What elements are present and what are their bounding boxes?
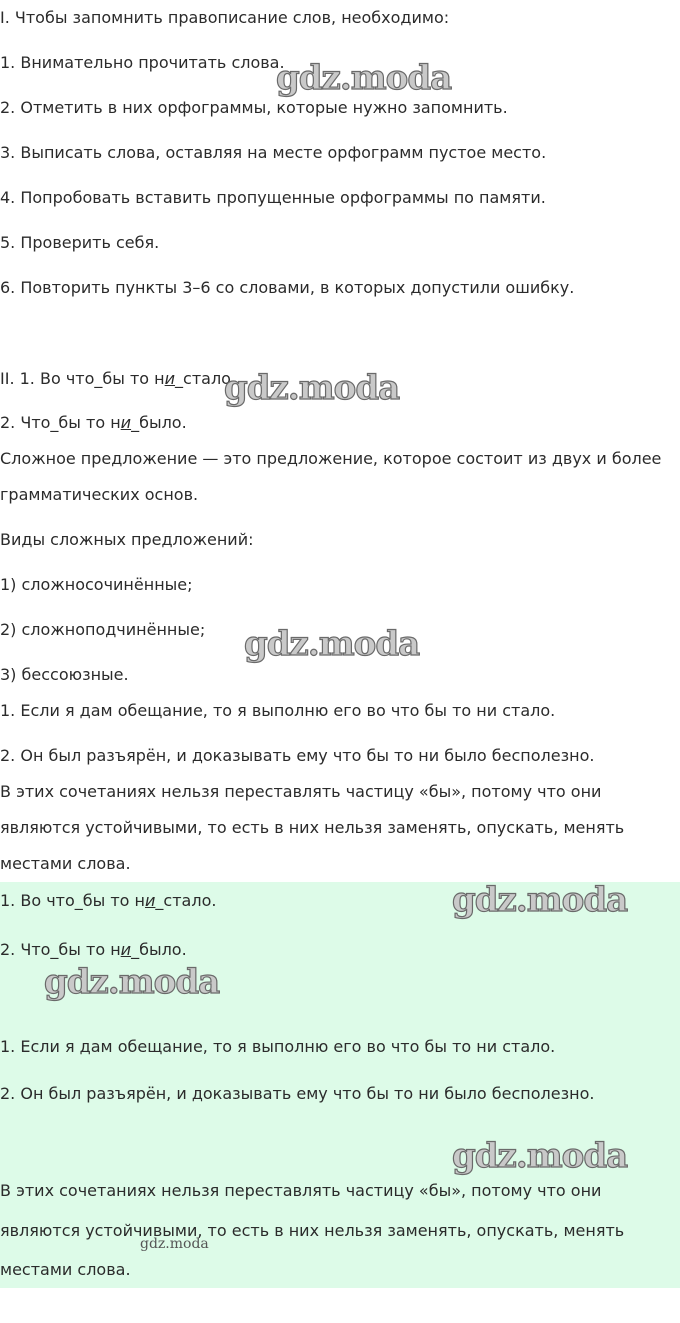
watermark: gdz.moda (452, 1136, 628, 1176)
types-title: Виды сложных предложений: (0, 530, 254, 549)
watermark: gdz.moda (44, 962, 220, 1002)
explanation-line-2: являются устойчивыми, то есть в них нельзя заменять, опускать, менять (0, 818, 625, 837)
part2-example-2: 2. Что_бы то ни_было. (0, 413, 187, 432)
answer-sentence-2: 2. Он был разъярён, и доказывать ему что бы то ни было бесполезно. (0, 1084, 595, 1103)
answer-example-1: 1. Во что_бы то ни_стало. (0, 891, 217, 910)
watermark: gdz.moda (276, 58, 452, 98)
step-2: 2. Отметить в них орфограммы, которые нужно запомнить. (0, 98, 508, 117)
watermark: gdz.moda (452, 880, 628, 920)
definition-line-2: грамматических основ. (0, 485, 199, 504)
watermark: gdz.moda (140, 1236, 209, 1252)
type-3: 3) бессоюзные. (0, 665, 129, 684)
step-3: 3. Выписать слова, оставляя на месте орфограмм пустое место. (0, 143, 547, 162)
type-1: 1) сложносочинённые; (0, 575, 193, 594)
explanation-line-1: В этих сочетаниях нельзя переставлять частицу «бы», потому что они (0, 782, 602, 801)
watermark: gdz.moda (244, 624, 420, 664)
type-2: 2) сложноподчинённые; (0, 620, 206, 639)
part2-example-1: II. 1. Во что_бы то ни_стало. (0, 369, 237, 388)
step-5: 5. Проверить себя. (0, 233, 160, 252)
answer-sentence-1: 1. Если я дам обещание, то я выполню его во что бы то ни стало. (0, 1037, 556, 1056)
step-4: 4. Попробовать вставить пропущенные орфограммы по памяти. (0, 188, 546, 207)
step-1: 1. Внимательно прочитать слова. (0, 53, 285, 72)
watermark: gdz.moda (224, 368, 400, 408)
sentence-2: 2. Он был разъярён, и доказывать ему что бы то ни было бесполезно. (0, 746, 595, 765)
sentence-1: 1. Если я дам обещание, то я выполню его во что бы то ни стало. (0, 701, 556, 720)
step-6: 6. Повторить пункты 3–6 со словами, в которых допустили ошибку. (0, 278, 575, 297)
explanation-line-3: местами слова. (0, 854, 131, 873)
answer-explanation-line-2: являются устойчивыми, то есть в них нельзя заменять, опускать, менять (0, 1221, 625, 1240)
answer-explanation-line-1: В этих сочетаниях нельзя переставлять частицу «бы», потому что они (0, 1181, 602, 1200)
answer-example-2: 2. Что_бы то ни_было. (0, 940, 187, 959)
answer-explanation-line-3: местами слова. (0, 1260, 131, 1279)
definition-line-1: Сложное предложение — это предложение, которое состоит из двух и более (0, 449, 662, 468)
part1-intro: I. Чтобы запомнить правописание слов, необходимо: (0, 8, 450, 27)
